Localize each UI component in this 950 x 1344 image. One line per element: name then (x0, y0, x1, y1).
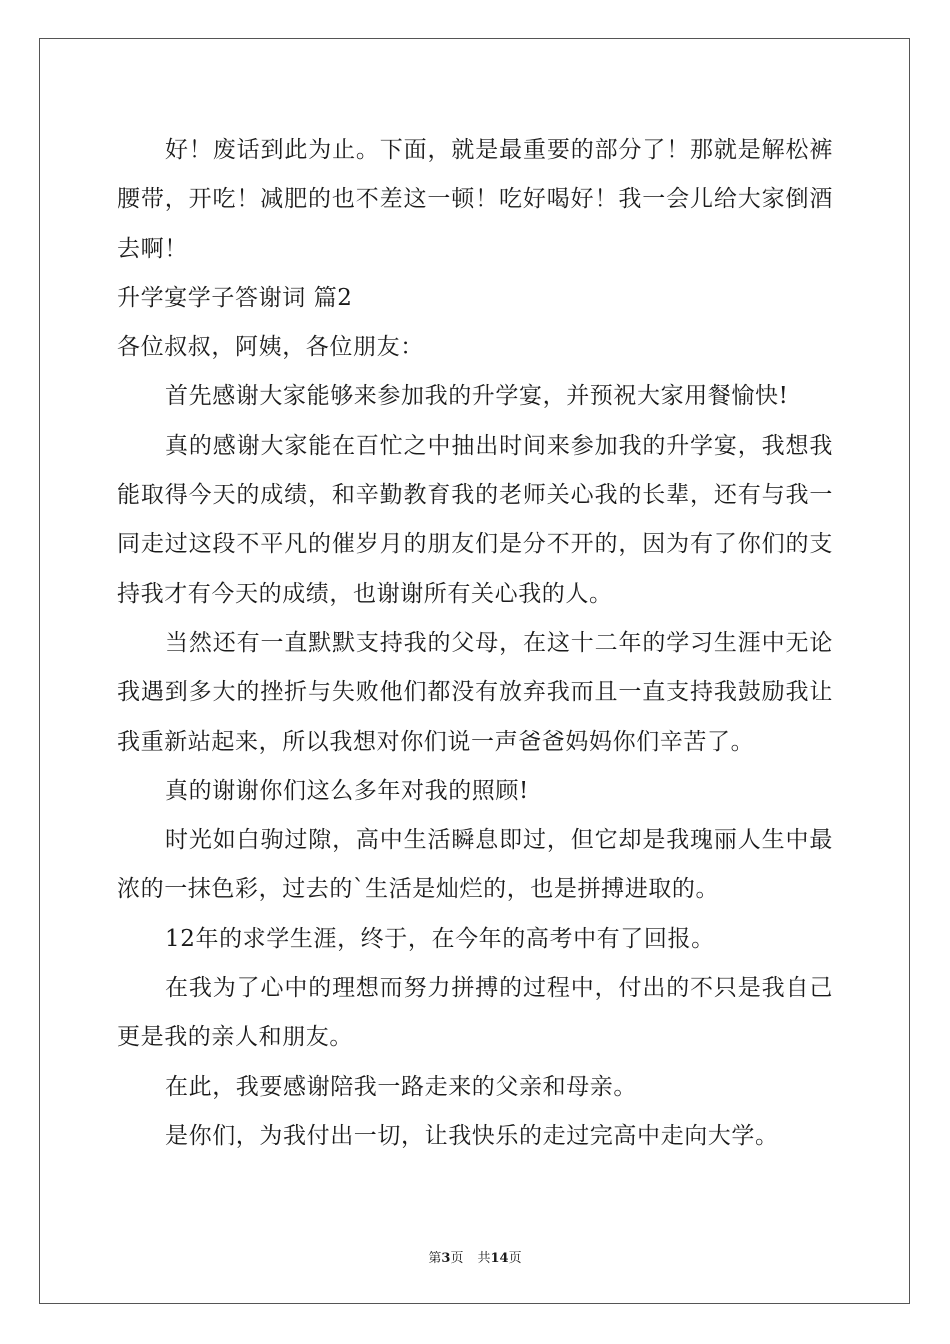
document-body (117, 126, 833, 1161)
page-number: 3 (441, 1251, 451, 1266)
paragraph: 当然还有一直默默支持我的父母，在这十二年的学习生涯中无论我遇到多大的挫折与失败他们都没有放弃我而且一直支持我鼓励我让我重新站起来，所以我想对你们说一声爸爸妈妈你们辛苦了。 (117, 629, 833, 755)
paragraph: 时光如白驹过隙，高中生活瞬息即过，但它却是我瑰丽人生中最浓的一抹色彩，过去的`生活是灿烂的，也是拼搏进取的。 (117, 827, 833, 903)
paragraph: 真的谢谢你们这么多年对我的照顾! (165, 777, 529, 804)
paragraph: 在此，我要感谢陪我一路走来的父亲和母亲。 (165, 1073, 637, 1100)
paragraph: 好！废话到此为止。下面，就是最重要的部分了！那就是解松裤腰带，开吃！减肥的也不差这一顿！吃好喝好！我一会儿给大家倒酒去啊！ (117, 137, 833, 262)
paragraph: 真的感谢大家能在百忙之中抽出时间来参加我的升学宴，我想我能取得今天的成绩，和辛勤教育我的老师关心我的长辈，还有与我一同走过这段不平凡的催岁月的朋友们是分不开的，因为有了你们的支持我才有今天的成绩，也谢谢所有关心我的人。 (117, 432, 833, 607)
page-prefix: 第 (428, 1251, 442, 1266)
paragraph: 12年的求学生涯，终于，在今年的高考中有了回报。 (165, 925, 715, 952)
page-footer (0, 1247, 950, 1266)
paragraph: 首先感谢大家能够来参加我的升学宴，并预祝大家用餐愉快! (165, 383, 789, 410)
section-heading: 升学宴学子答谢词 篇2 (117, 284, 353, 311)
page-suffix: 页 (450, 1251, 464, 1266)
total-suffix: 页 (508, 1251, 522, 1266)
salutation: 各位叔叔，阿姨，各位朋友： (117, 334, 424, 361)
total-prefix: 共 (477, 1251, 491, 1266)
paragraph: 在我为了心中的理想而努力拼搏的过程中，付出的不只是我自己更是我的亲人和朋友。 (117, 975, 833, 1051)
total-pages: 14 (490, 1251, 509, 1266)
paragraph: 是你们，为我付出一切，让我快乐的走过完高中走向大学。 (165, 1122, 779, 1149)
